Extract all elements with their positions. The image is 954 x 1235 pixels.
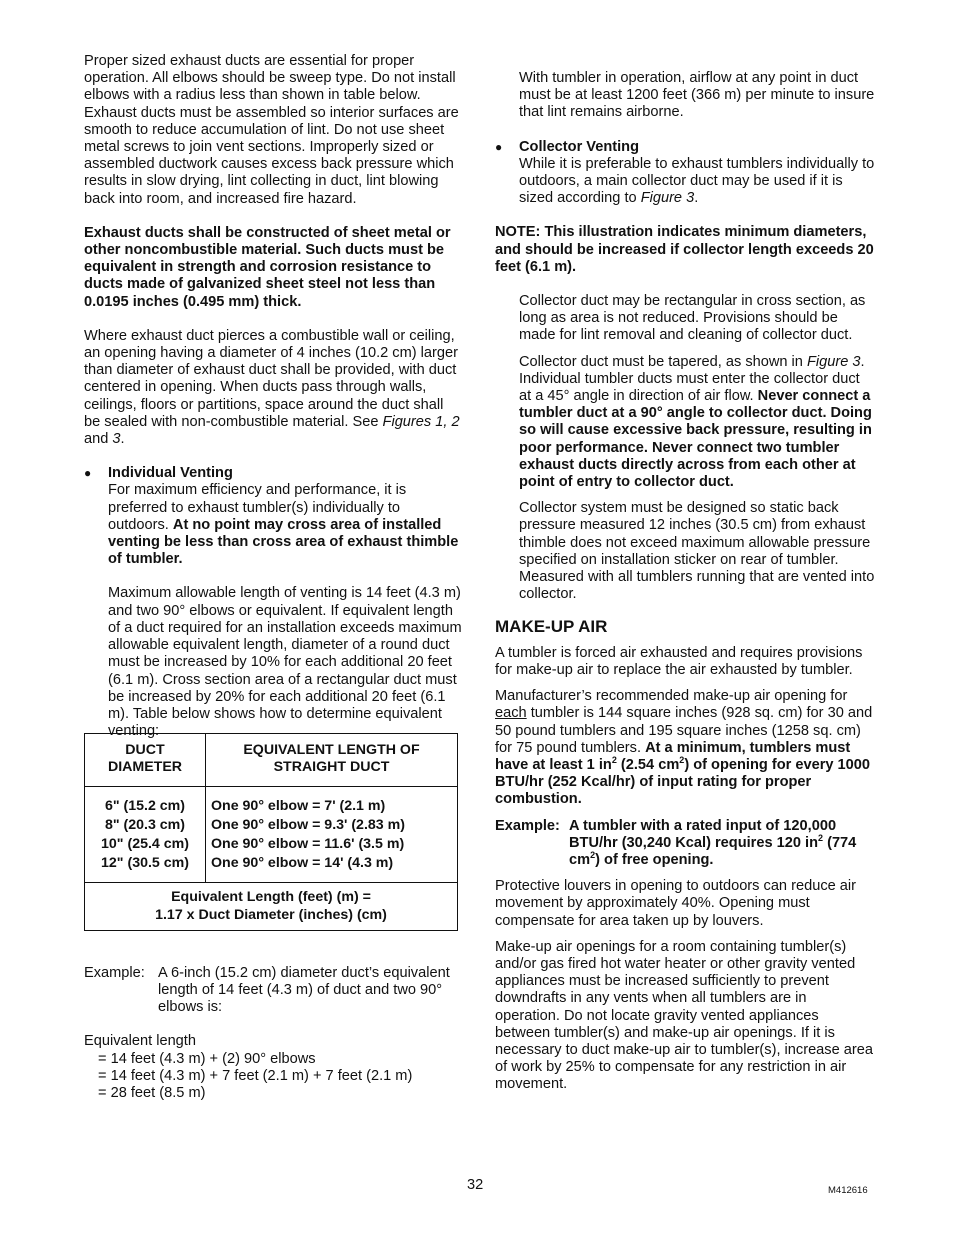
duct-equivalent-table: [84, 733, 458, 930]
equation-line-2: = 14 feet (4.3 m) + 7 feet (2.1 m) + 7 feet (2.1 m): [98, 1067, 413, 1084]
makeup-bold-c: ) of opening for every 1000 BTU/hr (252 Kcal/hr) of input rating for proper combustion.: [495, 756, 871, 808]
figure3-reference: Figure 3: [640, 190, 695, 207]
equivalent-cell: [206, 787, 458, 882]
makeup-bold-a: At a minimum, tumblers must have at least 1 in: [495, 739, 851, 773]
collector-venting-text: [519, 156, 875, 208]
example-block: [84, 965, 462, 1017]
collector-venting-title: Collector Venting: [519, 138, 640, 155]
equation-line-3: = 28 feet (8.5 m): [98, 1084, 206, 1101]
equivalent-value: One 90° elbow = 11.6' (3.5 m): [211, 835, 405, 852]
example-text-a: A tumbler with a rated input of 120,000 BTU/hr (30,240 Kcal) requires 120 in: [569, 817, 837, 851]
formula-line-1: Equivalent Length (feet) (m) =: [171, 888, 371, 905]
duct-material-paragraph: Exhaust ducts shall be constructed of sheet metal or other noncombustible material. Such ducts must be equivalent in strength and corrosion resistance to ducts made of galvanized sheet steel not less than 0.0195 inches (0.495 mm) thick.: [84, 224, 451, 310]
makeup-example-text: [569, 818, 875, 870]
airflow-paragraph: With tumbler in operation, airflow at any point in duct must be at least 1200 feet (366 m) per minute to insure that lint remains airborne.: [519, 70, 875, 121]
document-id: M412616: [828, 1185, 868, 1196]
makeup-intro-paragraph: A tumbler is forced air exhausted and requires provisions for make-up air to replace the air exhausted by tumbler.: [495, 644, 863, 678]
rectangular-paragraph: Collector duct may be rectangular in cross section, as long as area is not reduced. Provisions should be made for lint removal and cleaning of collector duct.: [519, 293, 866, 344]
header-duct: DUCT: [125, 742, 165, 759]
equivalent-value: One 90° elbow = 7' (2.1 m): [211, 798, 386, 815]
bullet-icon: ●: [84, 466, 92, 481]
header-equivalent: EQUIVALENT LENGTH OF: [243, 742, 420, 759]
diameter-value: 10" (25.4 cm): [101, 835, 189, 852]
individual-venting-text: [108, 482, 462, 568]
collector-venting-bullet: [495, 139, 875, 208]
right-column: [495, 70, 875, 1094]
diameter-value: 8" (20.3 cm): [104, 817, 186, 834]
tapered-warning: Never connect a tumbler duct at a 90° angle to collector duct. Doing so will cause excessive back pressure, resulting in poor performance. Never connect two tumbler exhaust ducts directly across from each other at point of entry to collector duct.: [519, 388, 872, 491]
max-length-paragraph: Maximum allowable length of venting is 14 feet (4.3 m) and two 90° elbows or equivalent. If equivalent length of a duct required for an installation exceeds maximum allowable equivalent length, diameter of a round duct must be increased by 10% for each additional 20 feet (6.1 m). Cross section area of a rectangular duct must be increased by 20% for each additional 20 feet (6.1 m). Table below shows how to determine equivalent venting:: [108, 585, 462, 740]
table-row: [85, 787, 458, 882]
table-header-row: [85, 734, 458, 787]
period-text: .: [120, 431, 125, 448]
duct-intro-paragraph: Proper sized exhaust ducts are essential for proper operation. All elbows should be sweep type. Do not install elbows with a radius less than shown in table below. Exhaust ducts must be assembled so interior surfaces are smooth to reduce accumulation of lint. Do not use sheet metal screws to join vent sections. Improperly sized or assembled ductwork causes excess back pressure which results in slow drying, lint collecting in duct, lint blowing back into room, and increased fire hazard.: [84, 53, 459, 207]
equivalent-value: One 90° elbow = 9.3' (2.83 m): [211, 817, 405, 834]
collector-text: While it is preferable to exhaust tumblers individually to outdoors, a main collector duct may be used if it is sized according to: [519, 155, 875, 207]
superscript: 2: [818, 832, 824, 843]
equation-line-1: = 14 feet (4.3 m) + (2) 90° elbows: [98, 1050, 316, 1067]
individual-venting-bullet: [84, 465, 462, 740]
gravity-vented-paragraph: Make-up air openings for a room containing tumbler(s) and/or gas fired hot water heater or other gravity vented appliances must be increased sufficiently to prevent downdrafts in any vents when all tumblers are in operation. Do not locate gravity vented appliances between tumbler(s) and make-up air openings. If it is necessary to duct make-up air to tumbler(s), increase area of work by 25% to compensate for any restriction in air movement.: [495, 938, 873, 1093]
duct-diameter-header: [85, 734, 206, 787]
page-number: 32: [467, 1177, 484, 1193]
note-paragraph: NOTE: This illustration indicates minimum diameters, and should be increased if collector length exceeds 20 feet (6.1 m).: [495, 224, 874, 275]
static-pressure-paragraph: Collector system must be designed so static back pressure measured 12 inches (30.5 cm) from exhaust thimble does not exceed maximum allowable pressure specified on installation sticker on rear of tumbler. Measured with all tumblers running that are vented into collector.: [519, 500, 875, 603]
tapered-text-a: Collector duct must be tapered, as shown in: [519, 353, 807, 370]
tapered-text-b: . Individual tumbler ducts must enter the collector duct at a 45° angle in direction of air flow.: [519, 353, 865, 405]
makeup-opening-paragraph: [495, 688, 875, 808]
example-label: Example:: [84, 964, 145, 981]
individual-venting-text-a: For maximum efficiency and performance, it is preferred to exhaust tumbler(s) individually to outdoors.: [108, 482, 407, 533]
tapered-paragraph: [519, 354, 875, 492]
makeup-air-heading: MAKE-UP AIR: [495, 617, 608, 637]
diameter-cell: [85, 787, 206, 882]
header-diameter: DIAMETER: [107, 759, 183, 776]
period-text: .: [694, 190, 699, 207]
superscript: 2: [611, 755, 617, 766]
equivalent-length-header: [206, 734, 458, 787]
formula-line-2: 1.17 x Duct Diameter (inches) (cm): [155, 907, 387, 924]
figure3-reference: 3: [112, 431, 121, 448]
louvers-paragraph: Protective louvers in opening to outdoors can reduce air movement by approximately 40%. Opening must compensate for area taken up by louvers.: [495, 878, 857, 929]
equivalent-value: One 90° elbow = 14' (4.3 m): [211, 854, 394, 871]
bullet-icon: ●: [495, 139, 503, 154]
example-text: A 6-inch (15.2 cm) diameter duct’s equivalent length of 14 feet (4.3 m) of duct and two 90° elbows is:: [158, 964, 450, 1016]
wall-opening-text: Where exhaust duct pierces a combustible wall or ceiling, an opening having a diameter of 4 inches (10.2 cm) larger than diameter of exhaust duct shall be provided, with duct centered in opening. When ducts pass through walls, ceilings, floors or partitions, space around the duct shall be sealed with non-combustible material. See: [84, 327, 458, 430]
and-text: and: [84, 431, 113, 448]
each-underlined: each: [495, 705, 527, 722]
table-formula-row: [85, 882, 458, 930]
equivalent-length-title: Equivalent length: [84, 1033, 196, 1050]
example-text-b: (774 cm: [569, 834, 857, 868]
example-label: Example:: [495, 817, 560, 834]
individual-venting-title: Individual Venting: [108, 465, 233, 482]
individual-venting-warning: At no point may cross area of installed venting be less than cross area of exhaust thimble of tumbler.: [108, 516, 459, 568]
figure3-reference: Figure 3: [806, 353, 861, 370]
left-column: [84, 53, 462, 1102]
superscript: 2: [679, 755, 685, 766]
formula-cell: [85, 882, 458, 930]
diameter-value: 12" (30.5 cm): [101, 854, 189, 871]
makeup-text-b: tumbler is 144 square inches (928 sq. cm) for 30 and 50 pound tumblers and 195 square inches (1258 sq. cm) for 75 pound tumblers.: [495, 705, 873, 756]
example-text-c: ) of free opening.: [595, 851, 714, 868]
header-straight-duct: STRAIGHT DUCT: [273, 759, 390, 776]
superscript: 2: [590, 850, 596, 861]
makeup-bold-b: (2.54 cm: [616, 756, 680, 773]
diameter-value: 6" (15.2 cm): [104, 798, 186, 815]
wall-opening-paragraph: [84, 328, 462, 448]
makeup-text-a: Manufacturer’s recommended make-up air opening for: [495, 688, 848, 705]
makeup-example-block: [495, 818, 875, 870]
figures-reference: Figures 1, 2: [382, 413, 460, 430]
